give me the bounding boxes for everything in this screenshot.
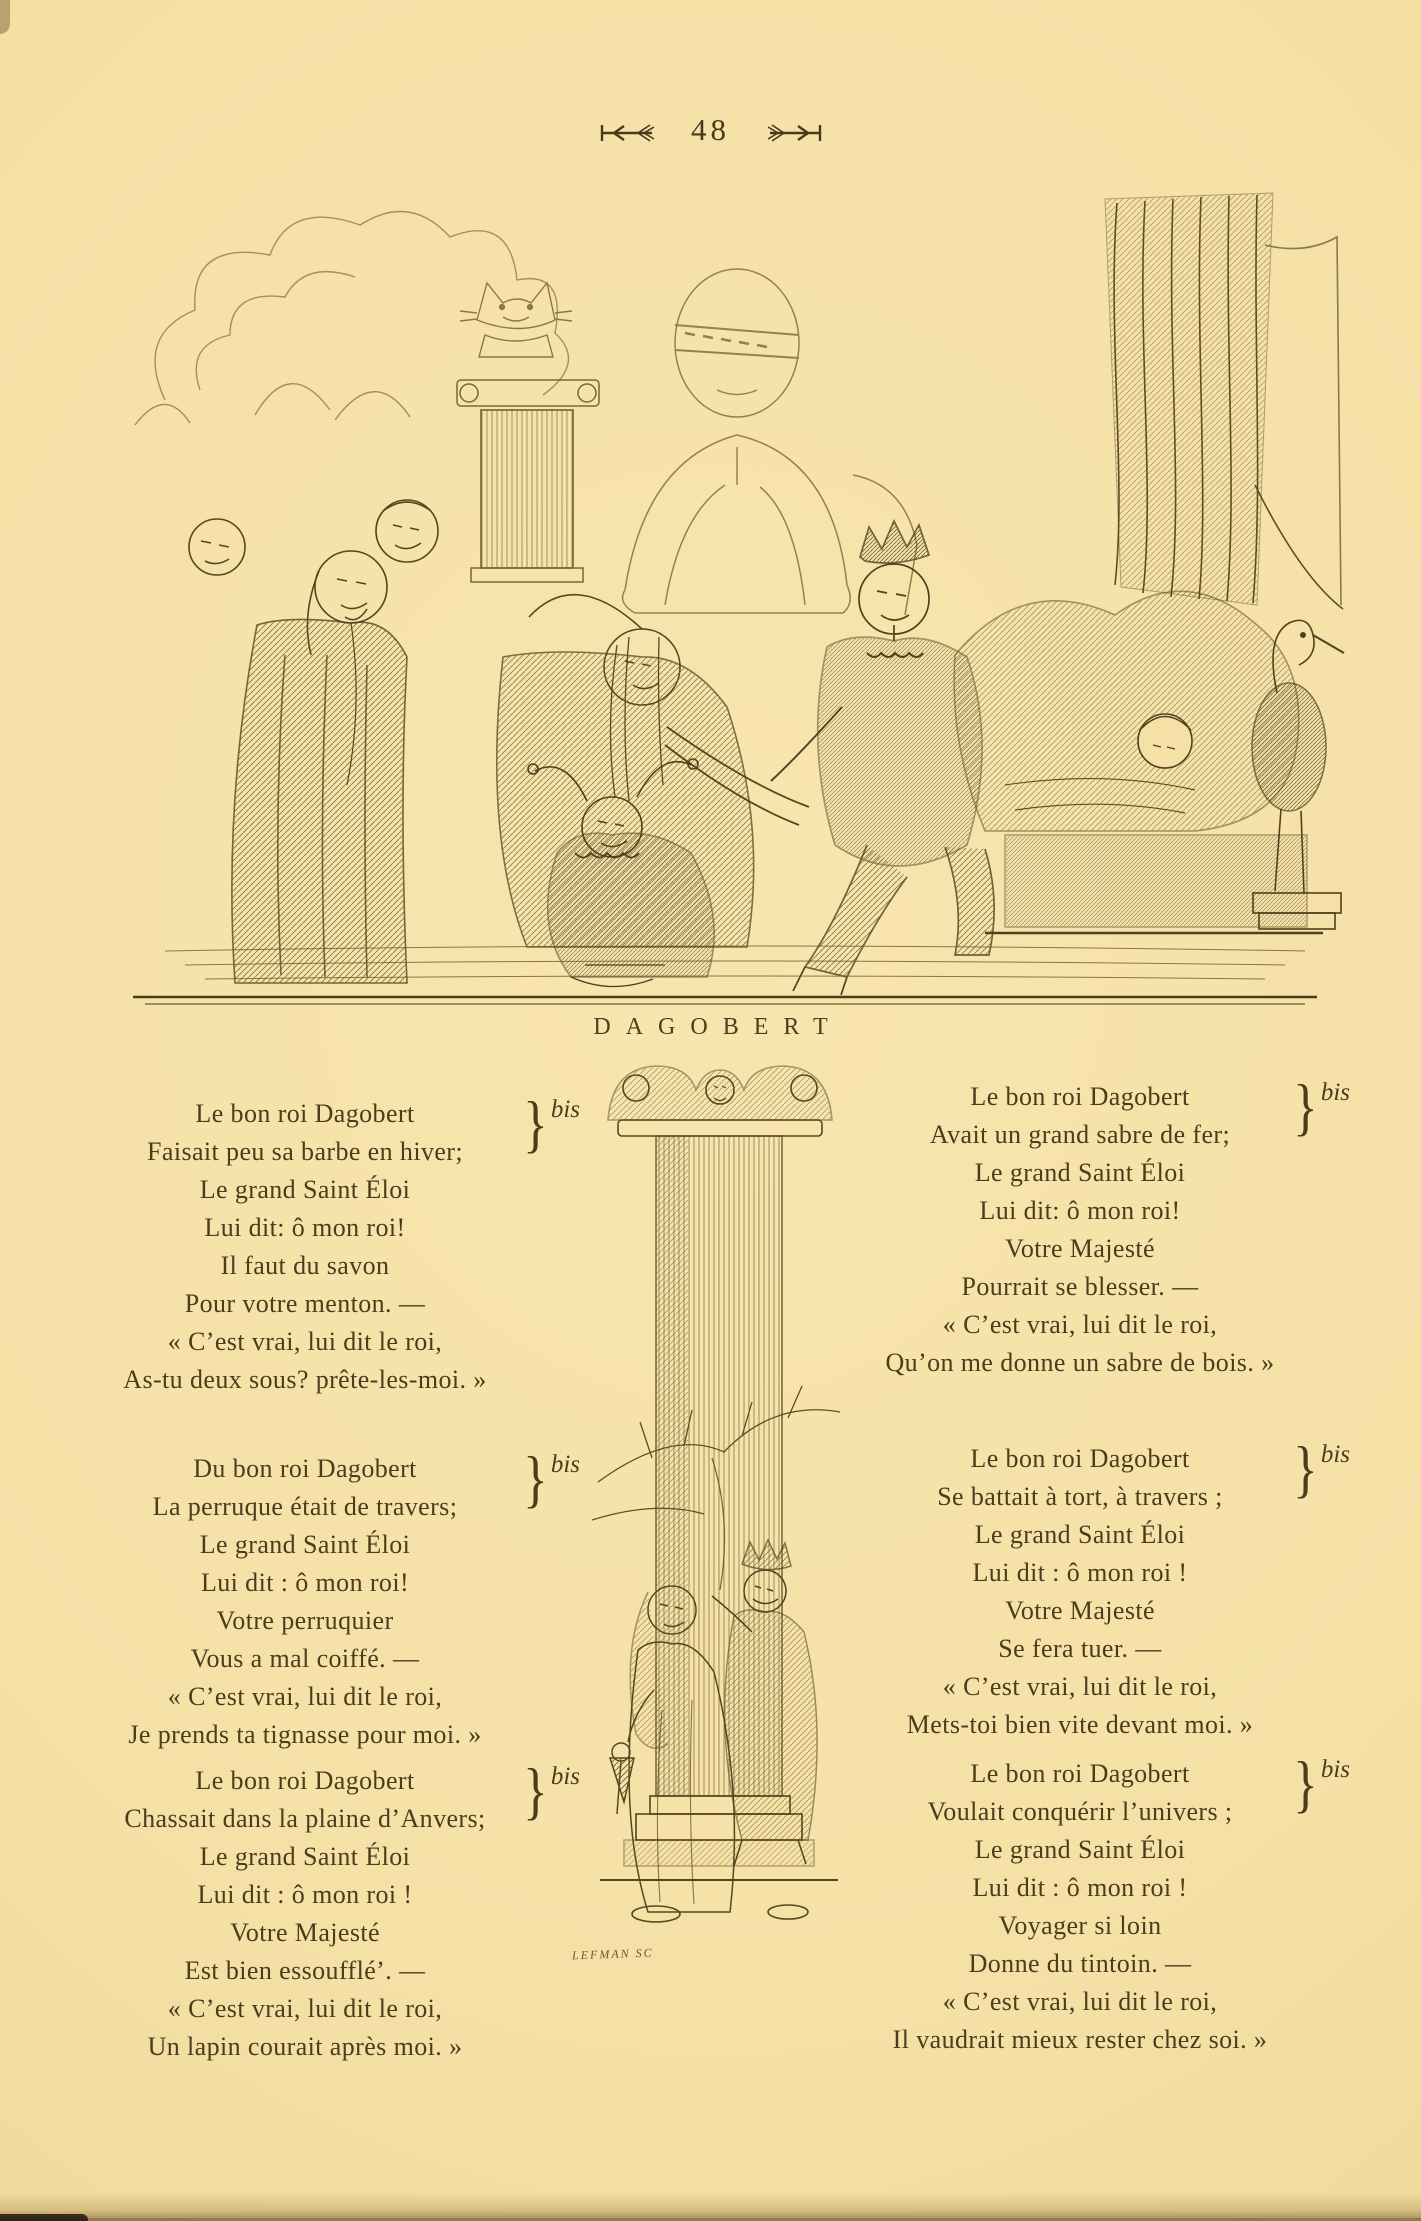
bust-sketch bbox=[623, 269, 917, 615]
verse-line: Chassait dans la plaine d’Anvers; bbox=[124, 1804, 486, 1833]
bis-label: bis bbox=[550, 1451, 580, 1478]
bis-marker bbox=[520, 1440, 580, 1518]
verse-line: Pour votre menton. — bbox=[184, 1289, 426, 1318]
bis-brace: } bbox=[523, 1088, 548, 1159]
bis-label: bis bbox=[1320, 1079, 1350, 1106]
bis-label: bis bbox=[1320, 1441, 1350, 1468]
bis-brace: } bbox=[1293, 1748, 1318, 1819]
courtier-figures bbox=[189, 500, 438, 983]
verse-line: « C’est vrai, lui dit le roi, bbox=[942, 1672, 1218, 1701]
verse-line: Votre Majesté bbox=[1005, 1234, 1155, 1263]
curtain-sketch bbox=[1105, 193, 1343, 609]
verse-line: Est bien essoufflé’. — bbox=[184, 1956, 426, 1985]
verse-line: Lui dit: ô mon roi! bbox=[204, 1213, 406, 1242]
stanza bbox=[840, 1433, 1350, 1744]
verse-column-right bbox=[840, 1071, 1350, 2095]
column-capital bbox=[608, 1066, 832, 1136]
engraver-signature: LEFMAN SC bbox=[571, 1945, 654, 1963]
bis-marker bbox=[520, 1085, 580, 1163]
bis-brace: } bbox=[1293, 1433, 1318, 1504]
verse-line: Du bon roi Dagobert bbox=[193, 1454, 417, 1483]
verse-line: Le grand Saint Éloi bbox=[199, 1175, 411, 1204]
verse-line: Le grand Saint Éloi bbox=[199, 1530, 411, 1559]
verse-line: Le grand Saint Éloi bbox=[974, 1158, 1186, 1187]
illustration-caption: DAGOBERT bbox=[593, 1014, 843, 1040]
verse-line: Un lapin courait après moi. » bbox=[147, 2032, 463, 2061]
verse-line: Lui dit : ô mon roi ! bbox=[972, 1558, 1188, 1587]
verse-line: Voulait conquérir l’univers ; bbox=[927, 1797, 1233, 1826]
page-bottom-shadow bbox=[0, 2192, 1421, 2218]
stanza bbox=[70, 1088, 580, 1399]
verse-line: « C’est vrai, lui dit le roi, bbox=[942, 1310, 1218, 1339]
bis-marker bbox=[1290, 1745, 1350, 1823]
verse-column-left bbox=[70, 1075, 580, 2095]
bis-label: bis bbox=[550, 1096, 580, 1123]
arrow-ornament-left-icon bbox=[598, 122, 656, 144]
page-header bbox=[0, 112, 1421, 148]
verse-line: Lui dit : ô mon roi! bbox=[200, 1568, 410, 1597]
scan-bottom-corner bbox=[0, 2214, 88, 2221]
verse-line: Se battait à tort, à travers ; bbox=[937, 1482, 1223, 1511]
verse-line: Le bon roi Dagobert bbox=[970, 1082, 1190, 1111]
verse-line: Votre perruquier bbox=[216, 1606, 394, 1635]
verse-line: Le bon roi Dagobert bbox=[195, 1099, 415, 1128]
verse-line: Pourrait se blesser. — bbox=[961, 1272, 1199, 1301]
column-illustration bbox=[592, 1050, 848, 1965]
arrow-ornament-right-icon bbox=[766, 122, 824, 144]
verse-line: Il vaudrait mieux rester chez soi. » bbox=[892, 2025, 1268, 2054]
stanza bbox=[70, 1755, 580, 2066]
verse-line: Le bon roi Dagobert bbox=[195, 1766, 415, 1795]
cloud-sketch bbox=[135, 212, 568, 425]
main-illustration bbox=[105, 185, 1345, 1015]
verse-line: Voyager si loin bbox=[998, 1911, 1162, 1940]
verse-line: Votre Majesté bbox=[1005, 1596, 1155, 1625]
verse-line: Votre Majesté bbox=[230, 1918, 380, 1947]
verse-line: Faisait peu sa barbe en hiver; bbox=[147, 1137, 463, 1166]
verse-line: Lui dit : ô mon roi ! bbox=[197, 1880, 413, 1909]
verse-line: Je prends ta tignasse pour moi. » bbox=[128, 1720, 482, 1749]
bis-marker bbox=[1290, 1068, 1350, 1146]
verse-line: Il faut du savon bbox=[220, 1251, 390, 1280]
scan-corner-mark bbox=[0, 0, 10, 34]
verse-line: Le bon roi Dagobert bbox=[970, 1444, 1190, 1473]
page-number: 48 bbox=[691, 112, 730, 147]
king-figure bbox=[771, 521, 994, 995]
stanza bbox=[840, 1748, 1350, 2059]
verse-line: As-tu deux sous? prête-les-moi. » bbox=[123, 1365, 487, 1394]
verse-line: Qu’on me donne un sabre de bois. » bbox=[885, 1348, 1275, 1377]
pedestal-sketch bbox=[457, 380, 599, 582]
verse-line: Avait un grand sabre de fer; bbox=[929, 1120, 1231, 1149]
column-base bbox=[600, 1796, 838, 1922]
verse-line: Le grand Saint Éloi bbox=[974, 1835, 1186, 1864]
verse-line: Donne du tintoin. — bbox=[968, 1949, 1192, 1978]
verse-line: Lui dit : ô mon roi ! bbox=[972, 1873, 1188, 1902]
stanza bbox=[70, 1443, 580, 1754]
bis-brace: } bbox=[523, 1755, 548, 1826]
bis-label: bis bbox=[1320, 1756, 1350, 1783]
bis-brace: } bbox=[1293, 1071, 1318, 1142]
bis-label: bis bbox=[550, 1763, 580, 1790]
bis-brace: } bbox=[523, 1443, 548, 1514]
verse-line: Vous a mal coiffé. — bbox=[190, 1644, 420, 1673]
verse-line: « C’est vrai, lui dit le roi, bbox=[167, 1327, 443, 1356]
verse-line: « C’est vrai, lui dit le roi, bbox=[167, 1682, 443, 1711]
verse-line: Le bon roi Dagobert bbox=[970, 1759, 1190, 1788]
verse-line: Le grand Saint Éloi bbox=[199, 1842, 411, 1871]
verse-line: « C’est vrai, lui dit le roi, bbox=[167, 1994, 443, 2023]
verse-line: « C’est vrai, lui dit le roi, bbox=[942, 1987, 1218, 2016]
verse-line: Se fera tuer. — bbox=[998, 1634, 1162, 1663]
verse-line: La perruque était de travers; bbox=[152, 1492, 458, 1521]
verse-line: Le grand Saint Éloi bbox=[974, 1520, 1186, 1549]
bis-marker bbox=[520, 1752, 580, 1830]
bis-marker bbox=[1290, 1430, 1350, 1508]
stanza bbox=[840, 1071, 1350, 1382]
verse-line: Lui dit: ô mon roi! bbox=[979, 1196, 1181, 1225]
verse-line: Mets-toi bien vite devant moi. » bbox=[906, 1710, 1254, 1739]
